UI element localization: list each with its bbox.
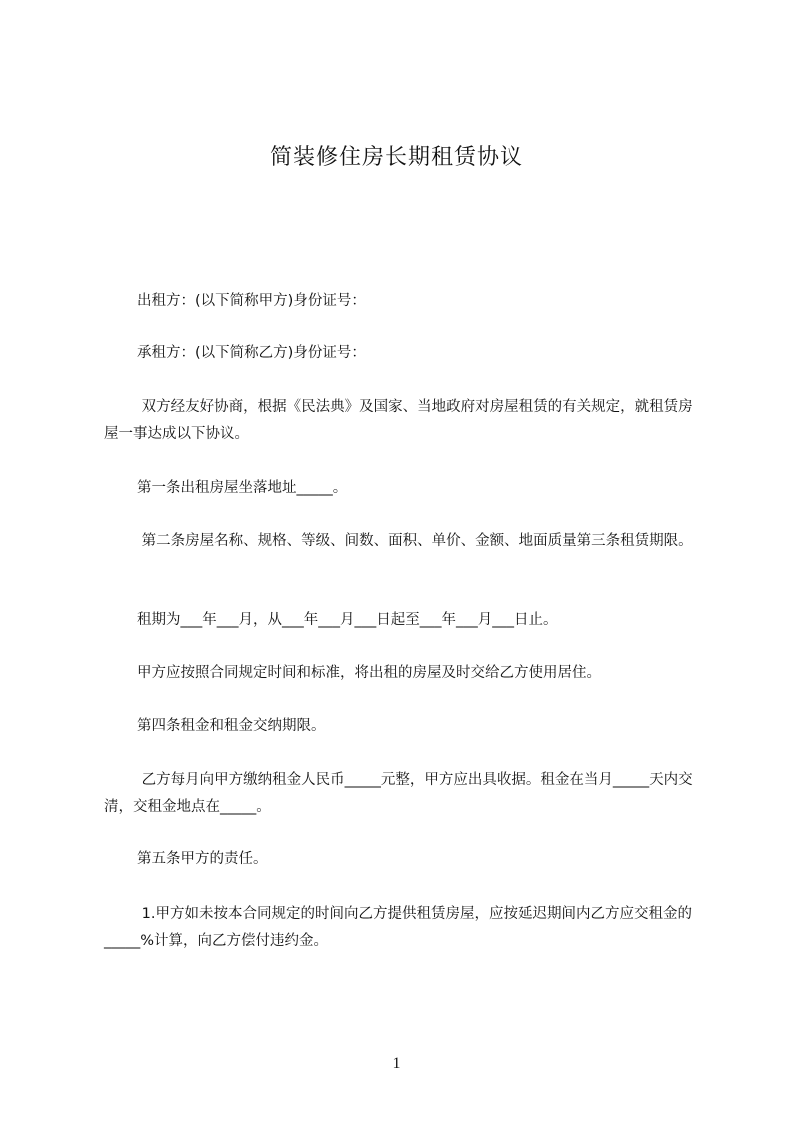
- page-number: 1: [392, 1055, 401, 1072]
- lessor-line: 出租方：(以下简称甲方)身份证号：: [137, 293, 366, 309]
- rent-payment-paragraph: 乙方每月向甲方缴纳租金人民币_____元整，甲方应出具收据。租金在当月_____天内交清，交租金地点在_____。: [104, 772, 693, 815]
- article-4-heading: 第四条租金和租金交纳期限。: [137, 718, 326, 734]
- article-2-paragraph: 第二条房屋名称、规格、等级、间数、面积、单价、金额、地面质量第三条租赁期限。: [137, 533, 693, 549]
- article-5-heading: 第五条甲方的责任。: [137, 851, 268, 867]
- lessee-line: 承租方：(以下简称乙方)身份证号：: [137, 345, 366, 361]
- article-1-paragraph: 第一条出租房屋坐落地址_____。: [137, 480, 348, 496]
- document-title: 简装修住房长期租赁协议: [269, 145, 523, 170]
- lease-term-paragraph: 租期为___年___月，从___年___月___日起至___年___月___日止。: [137, 612, 558, 628]
- lessor-liability-paragraph: 1.甲方如未按本合同规定的时间向乙方提供租赁房屋，应按延迟期间内乙方应交租金的_____%计算，向乙方偿付违约金。: [104, 906, 692, 949]
- preamble-paragraph: 双方经友好协商，根据《民法典》及国家、当地政府对房屋租赁的有关规定，就租赁房屋一事达成以下协议。: [104, 399, 693, 442]
- delivery-paragraph: 甲方应按照合同规定时间和标准，将出租的房屋及时交给乙方使用居住。: [137, 665, 601, 681]
